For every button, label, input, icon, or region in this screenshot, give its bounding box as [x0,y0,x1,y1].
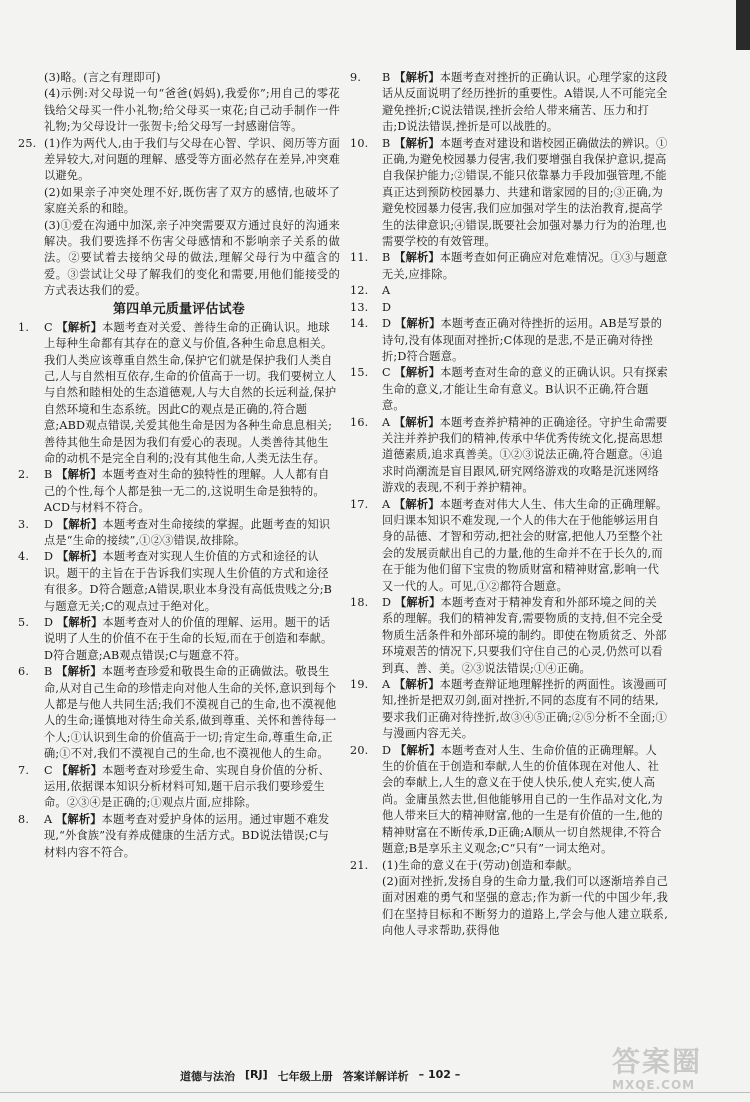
question-item [18,136,340,300]
question-row [350,316,668,365]
question-text [382,497,668,595]
page-footer [180,1068,600,1084]
analysis-text: 本题考查对生命的意义的正确认识。只有探索生命的意义,才能让生命有意义。B认识不正确,符合题意。 [382,366,668,413]
bottom-rule [0,1092,750,1093]
question-row [18,664,340,762]
question-item [350,283,668,299]
answer-line: (2)如果亲子冲突处理不好,既伤害了双方的感情,也破坏了家庭关系的和睦。 [44,185,340,216]
analysis-text: 本题考查对人生、生命价值的正确理解。人生的价值在于创造和奉献,人生的价值体现在对他人、社会的奉献上,人生的意义在于使人快乐,使人充实,使人高尚。金庸虽然去世,但他能够用自己的一生作品对文化,为他人带来巨大的精神财富,他的一生是有价值的一生,他的精神财富在不断传承,D正确;A顺从一切自然规律,不符合题意;B是享乐主义观念;C“只有”一词太绝对。 [382,743,663,856]
analysis-tag: 【解析】 [394,678,440,692]
analysis-text: 本题考查对人的价值的理解、运用。题干的话说明了人生的价值不在于生命的长短,而在于创造和奉献。D符合题意;AB观点错误;C与题意不符。 [44,616,333,662]
question-answer: B [44,665,53,679]
question-answer: B [382,71,391,84]
analysis-tag: 【解析】 [56,616,103,629]
question-item [350,677,668,743]
answer-line: (1)作为两代人,由于我们与父母在心智、学识、阅历等方面差异较大,对问题的理解、感受等方面必然存在差异,冲突难以避免。 [44,136,340,183]
question-answer: C [44,763,53,777]
question-text [382,300,668,316]
question-answer: D [44,616,54,629]
analysis-tag: 【解析】 [56,812,102,826]
analysis-text: 本题考查对珍爱生命、实现自身价值的分析、运用,依据课本知识分析材料可知,题干启示我们要珍爱生命。②③④是正确的;①观点片面,应排除。 [44,763,330,810]
question-answer: A [382,415,391,429]
question-text [44,615,340,664]
question-text [382,677,668,743]
answer-line: (2)面对挫折,发扬自身的生命力量,我们可以逐渐培养自己面对困难的勇气和坚强的意志;作为新一代的中国少年,我们在坚持目标和不断努力的道路上,学会与他人建立联系,向他人寻求帮助,获得他 [382,874,668,938]
question-text [382,316,668,365]
question-answer: B [382,136,391,150]
question-text [382,250,668,283]
footer-subject: 道德与法治 [180,1070,235,1083]
question-number: 20. [350,743,369,757]
footer-page-number: – 102 – [418,1068,461,1081]
analysis-tag: 【解析】 [394,251,440,265]
question-answer: A [382,497,391,511]
watermark-logo [612,1040,742,1098]
analysis-text: 本题考查对伟大人生、伟大生命的正确理解。回归课本知识不难发现,一个人的伟大在于他能够运用自身的品德、才智和劳动,把社会的财富,把他人乃至整个社会的发展贡献出自己的力量,他的生命并不在于长久的,而在于能为他们留下宝贵的物质财富和精神财富,影响一代又一代的人。可见,①②都符合题意。 [382,497,668,593]
question-row [18,615,340,664]
question-row [18,517,340,550]
question-item [18,664,340,762]
question-row [350,497,668,595]
question-row [18,549,340,615]
question-number: 2. [18,468,30,482]
question-row [350,283,668,299]
question-number: 4. [18,550,30,564]
question-answer: D [44,517,54,531]
question-number: 8. [18,812,30,826]
question-answer: C [44,320,53,334]
question-item [350,70,668,136]
analysis-text: 本题考查对生命的独特性的理解。人人都有自己的个性,每个人都是独一无二的,这说明生命是独特的。ACD与材料不符合。 [44,468,330,515]
analysis-tag: 【解析】 [56,320,103,334]
question-row [18,136,340,185]
analysis-text: 本题考查对关爱、善待生命的正确认识。地球上每种生命都有其存在的意义与价值,各种生命息息相关。我们人类应该尊重自然生命,保护它们就是保护我们人类自己,人与自然相互依存,生命的价值高于一切。我们要树立人与自然和睦相处的生态道德观,人与大自然的长远利益,保护自然环境和生态系统。因此C的观点是正确的,符合题意;ABD观点错误,关爱其他生命是因为各种生命息息相关;善待其他生命是因为我们有爱心的表现。人类善待其他生命的动机不是完全自利的;没有其他生命,人类无法生存。 [44,320,337,465]
question-number: 16. [350,415,369,429]
question-item [350,316,668,365]
analysis-tag: 【解析】 [394,366,441,380]
analysis-text: 本题考查对挫折的正确认识。心理学家的这段话从反面说明了经历挫折的重要性。A错误,人不可能完全避免挫折;C说法错误,挫折会给人带来痛苦、压力和打击;D说法错误,挫折是可以战胜的。 [382,71,668,134]
question-answer: B [44,468,53,482]
question-row [350,415,668,497]
question-row [350,250,668,283]
question-number: 21. [350,858,369,872]
question-row [350,595,668,677]
watermark-url: MXQE.COM [612,1078,696,1092]
question-answer: B [382,251,391,265]
analysis-text: 本题考查对爱护身体的运用。通过审题不难发现,“外食族”没有养成健康的生活方式。BD说法错误;C与材料内容不符合。 [44,812,330,859]
question-item [18,812,340,861]
question-row [18,467,340,516]
question-text [382,595,668,677]
watermark-text: 答案圈 [612,1045,703,1078]
question-item [18,549,340,615]
answer-line: (3)略。(言之有理即可) [44,71,161,84]
question-answer: D [44,550,54,564]
question-text [382,415,668,497]
question-answer: D [382,743,392,757]
question-number: 11. [350,251,369,265]
question-answer: A [382,678,391,692]
question-number: 25. [18,136,37,150]
question-row [350,858,668,874]
question-row [350,743,668,858]
analysis-text: 本题考查正确对待挫折的运用。AB是写景的诗句,没有体现面对挫折;C体现的是悲,不是正确对待挫折;D符合题意。 [382,317,663,363]
question-number: 14. [350,317,369,331]
analysis-tag: 【解析】 [394,415,440,429]
question-text [44,763,340,812]
question-row [350,365,668,414]
question-item [350,250,668,283]
question-row [18,763,340,812]
section-title: 第四单元质量评估试卷 [112,301,245,317]
footer-edition: [RJ] [245,1068,268,1081]
question-row [350,136,668,251]
analysis-tag: 【解析】 [56,550,103,564]
footer-label: 答案详解详析 [342,1070,409,1083]
question-item [350,365,668,414]
answer-line: (3)①爱在沟通中加深,亲子冲突需要双方通过良好的沟通来解决。我们要选择不伤害父母感情和不影响亲子关系的做法。②要试着去接纳父母的做法,理解父母行为中蕴含的爱。③尝试让父母了解我们的变化和需要,用他们能接受的方式表达我们的爱。 [44,218,340,298]
question-number: 15. [350,366,369,380]
question-item [350,415,668,497]
analysis-text: 本题考查对于精神发育和外部环境之间的关系的理解。我们的精神发育,需要物质的支持,但不完全受物质生活条件和外部环境的制约。即使在物质贫乏、外部环境艰苦的情况下,只要我们守住自己的心灵,仍然可以看到真、善、美。②③说法错误;①④正确。 [382,596,667,675]
question-item [350,497,668,595]
analysis-tag: 【解析】 [394,743,441,757]
analysis-text: 本题考查养护精神的正确途径。守护生命需要关注并养护我们的精神,传承中华优秀传统文化,提高思想道德素质,追求真善美。①②③说法正确,符合题意。④追求时尚潮流是盲目跟风,研究网络游戏的攻略是沉迷网络游戏的表现,不利于养护精神。 [382,415,668,495]
question-number: 9. [350,71,362,84]
analysis-text: 本题考查如何正确应对危难情况。①③与题意无关,应排除。 [382,251,668,281]
question-answer: A [382,284,391,298]
right-column [350,70,668,940]
analysis-tag: 【解析】 [394,596,441,609]
question-number: 6. [18,665,30,679]
question-item [18,517,340,550]
question-text [44,549,340,615]
analysis-tag: 【解析】 [56,763,103,777]
answer-line: (4)示例:对父母说一句“爸爸(妈妈),我爱你”;用自己的零花钱给父母买一件小礼物;给父母买一束花;自己动手制作一件礼物;为父母设计一张贺卡;给父母写一封感谢信等。 [44,87,340,134]
question-row [18,320,340,468]
question-text [382,283,668,299]
question-number: 17. [350,497,369,511]
question-answer: C [382,366,391,380]
question-text [44,664,340,762]
page-edge-shadow [736,0,750,50]
question-row [350,300,668,316]
question-answer: D [382,596,392,609]
left-column [18,70,340,861]
question-answer: D [382,317,392,331]
question-text [382,136,668,251]
question-number: 12. [350,284,369,298]
question-answer: A [44,812,53,826]
question-item [350,743,668,858]
question-row [18,812,340,861]
question-number: 5. [18,616,30,629]
question-item [350,136,668,251]
analysis-text: 本题考查对建设和谐校园正确做法的辨识。①正确,为避免校园暴力侵害,我们要增强自我保护意识,提高自我保护能力;②错误,不能只依靠暴力手段加强管理,不能真正达到预防校园暴力、共建和谐家园的目的;③正确,为避免校园暴力侵害,我们应加强对学生的法治教育,提高学生的法律意识;④错误,既要社会加强对暴力行为的治理,也需要学校的有效管理。 [382,136,668,249]
analysis-tag: 【解析】 [56,665,102,679]
question-row [350,677,668,743]
question-text [44,467,340,516]
question-item [18,320,340,468]
question-number: 18. [350,596,369,609]
analysis-tag: 【解析】 [394,136,440,150]
question-answer: D [382,300,392,314]
analysis-tag: 【解析】 [394,317,441,331]
analysis-tag: 【解析】 [56,517,103,531]
question-number: 3. [18,517,30,531]
analysis-text: 本题考查珍爱和敬畏生命的正确做法。敬畏生命,从对自己生命的珍惜走向对他人生命的关怀,意识到每个人都是与他人共同生活;我们不漠视自己的生命,也不漠视他人的生命;谨慎地对待生命关系,做到尊重、关怀和善待每一个人;①认识到生命的价值高于一切;肯定生命,尊重生命,正确;①不对,我们不漠视自己的生命,也不漠视他人的生命。 [44,665,337,761]
question-text [44,517,340,550]
question-item [350,595,668,677]
question-item [18,763,340,812]
footer-grade: 七年级上册 [277,1070,333,1083]
analysis-text: 本题考查辩证地理解挫折的两面性。该漫画可知,挫折是把双刃剑,面对挫折,不同的态度有不同的结果,要求我们正确对待挫折,故③④⑤正确;②⑤分析不全面;①与漫画内容无关。 [382,678,668,741]
analysis-text: 本题考查对生命接续的掌握。此题考查的知识点是“生命的接续”,①②③错误,故排除。 [44,517,331,547]
question-row [350,70,668,136]
question-number: 1. [18,320,30,334]
question-number: 7. [18,763,30,777]
question-number: 10. [350,136,369,150]
question-item [350,858,668,940]
analysis-tag: 【解析】 [394,497,440,511]
question-text [44,320,340,468]
answer-line: (1)生命的意义在于(劳动)创造和奉献。 [382,858,579,872]
question-number: 19. [350,678,369,692]
question-item [18,615,340,664]
question-number: 13. [350,300,369,314]
analysis-tag: 【解析】 [56,468,102,482]
question-item [350,300,668,316]
question-text [382,70,668,136]
analysis-text: 本题考查对实现人生价值的方式和途径的认识。题干的主旨在于告诉我们实现人生价值的方式和途径有很多。D符合题意;A错误,职业本身没有高低贵贱之分;B与题意无关;C的观点过于绝对化。 [44,550,333,613]
analysis-tag: 【解析】 [394,71,440,84]
question-item [18,467,340,516]
question-text [382,365,668,414]
question-text [44,812,340,861]
question-text [382,743,668,858]
